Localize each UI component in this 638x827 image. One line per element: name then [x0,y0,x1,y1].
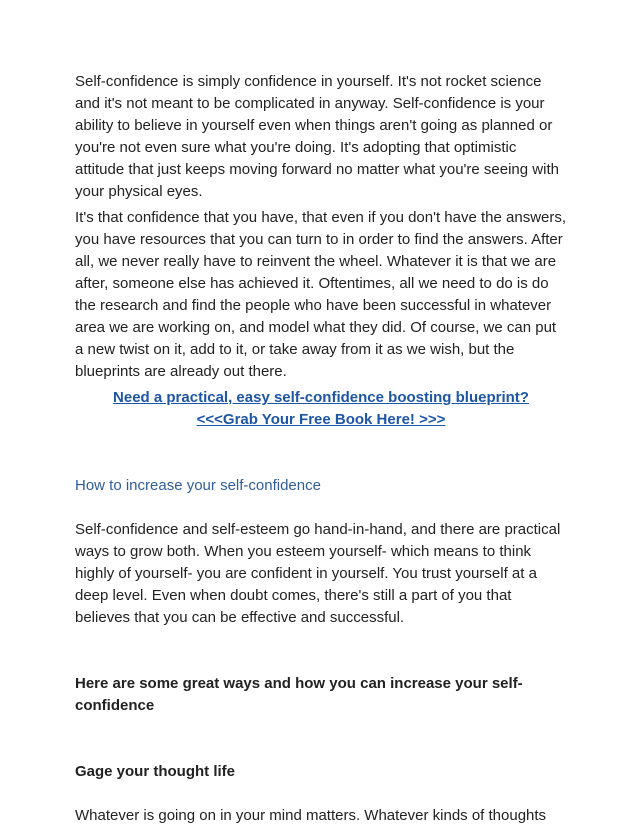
blueprint-link[interactable]: Need a practical, easy self-confidence boosting blueprint? [113,389,529,406]
section-heading: How to increase your self-confidence [75,477,321,494]
intro-paragraph: Self-confidence is simply confidence in yourself. It's not rocket science and it's not meant to be complicated in anyway. Self-confidence is your ability to believe in yourself even when things aren't going as planned or you're not even sure what you're doing. It's adopting that optimistic attitude that just keeps moving forward no matter what you're seeing with your physical eyes. [75,73,559,200]
thought-life-paragraph: Whatever is going on in your mind matters. Whatever kinds of thoughts [75,807,547,824]
ways-heading: Here are some great ways and how you can increase your self-confidence [75,675,523,714]
cta-block [75,387,567,431]
self-esteem-paragraph: Self-confidence and self-esteem go hand-in-hand, and there are practical ways to grow both. When you esteem yourself- which means to think highly of yourself- you are confident in yourself. You trust yourself at a deep level. Even when doubt comes, there's still a part of you that believes that you can be effective and successful. [75,521,561,626]
free-book-link[interactable]: <<<Grab Your Free Book Here! >>> [196,411,446,428]
resources-paragraph: It's that confidence that you have, that even if you don't have the answers, you have resources that you can turn to in order to find the answers. After all, we never really have to reinvent the wheel. Whatever it is that we are after, someone else has achieved it. Oftentimes, all we need to do is do the research and find the people who have been successful in whatever area we are working on, and model what they did. Of course, we can put a new twist on it, add to it, or take away from it as we wish, but the blueprints are already out there. [75,209,567,380]
gage-heading: Gage your thought life [75,763,235,780]
document-page [75,68,567,827]
